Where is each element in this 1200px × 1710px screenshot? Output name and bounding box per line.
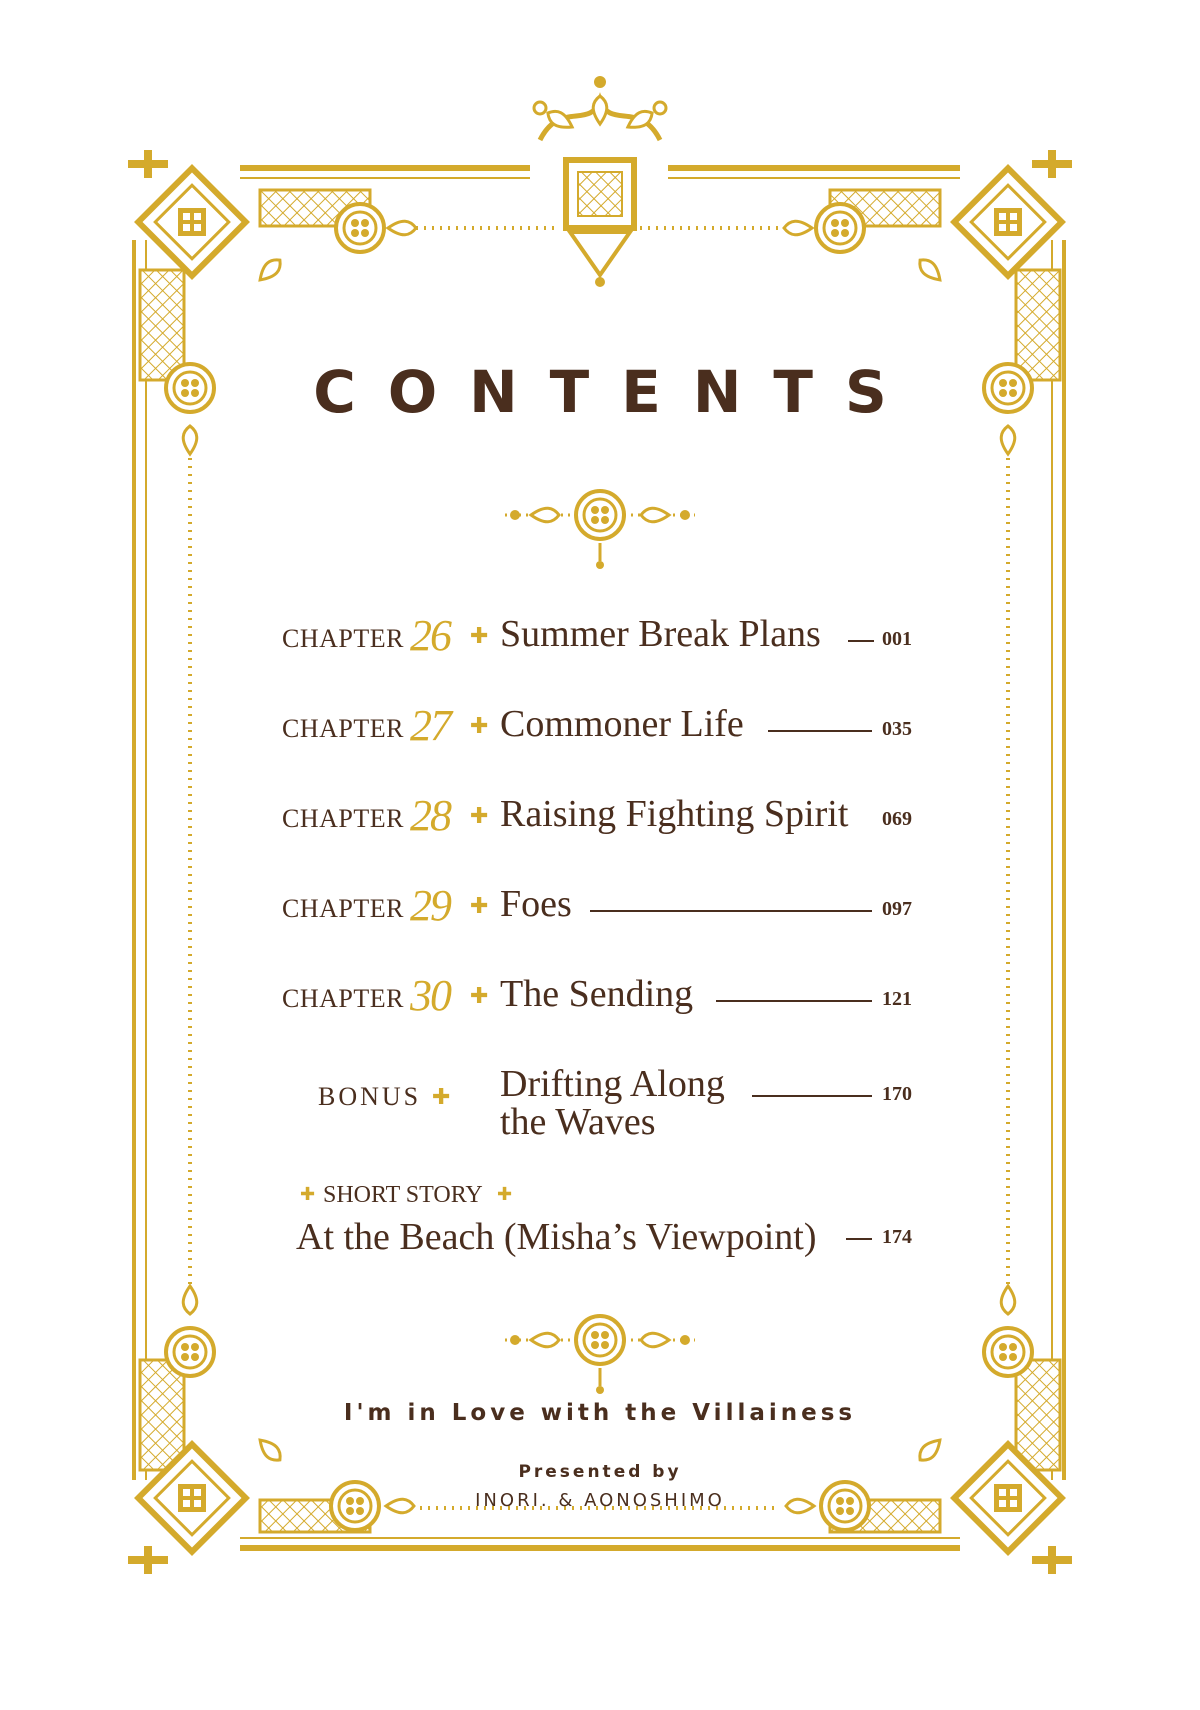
toc-entry[interactable] [0,880,1200,940]
chapter-number: 29 [410,881,450,930]
book-title: I'm in Love with the Villainess [343,1400,857,1426]
leader-line [848,640,874,642]
page-number: 170 [882,1083,912,1105]
cross-ornament-icon [534,76,666,287]
toc-entry[interactable] [0,970,1200,1030]
chapter-label: CHAPTER [282,714,404,743]
chapter-title: Foes [500,883,572,925]
chapter-number: 26 [410,611,450,660]
authors: INORI. & AONOSHIMO [475,1490,725,1511]
page-title: CONTENTS [313,358,919,426]
cross-ornament-icon: ✚ [470,714,489,739]
leader-line [846,1238,872,1240]
presented-by: Presented by [518,1462,682,1482]
chapter-number: 28 [410,791,450,840]
bonus-title-line2: the Waves [500,1101,656,1143]
cross-ornament-icon: ✚ [470,894,489,919]
cross-ornament-icon: ✚ [300,1184,316,1205]
leader-line [752,1095,872,1097]
cross-ornament-icon: ✚ [470,624,489,649]
toc-entry[interactable] [0,610,1200,670]
leader-line [768,730,872,732]
cross-ornament-icon: ✚ [470,984,489,1009]
cross-ornament-icon: ✚ [497,1184,513,1205]
toc-entry[interactable] [0,700,1200,760]
cross-ornament-icon: ✚ [432,1085,451,1110]
page-number: 035 [882,718,912,740]
chapter-number: 27 [410,701,450,750]
page-number: 001 [882,628,912,650]
chapter-title: The Sending [500,973,694,1015]
bonus-title-line1: Drifting Along [500,1063,725,1105]
page-number: 174 [882,1226,912,1248]
chapter-title: Summer Break Plans [500,613,821,655]
leader-line [716,1000,872,1002]
page-number: 069 [882,808,912,830]
page-number: 121 [882,988,912,1010]
toc-entry[interactable] [0,790,1200,850]
chapter-title: Raising Fighting Spirit [500,793,849,835]
chapter-label: CHAPTER [282,804,404,833]
leader-line [590,910,872,912]
short-story-title: At the Beach (Misha’s Viewpoint) [296,1216,817,1258]
cross-ornament-icon: ✚ [470,804,489,829]
short-story-label: SHORT STORY [323,1182,483,1208]
chapter-title: Commoner Life [500,703,744,745]
bonus-label: BONUS [318,1082,422,1111]
page-number: 097 [882,898,912,920]
chapter-number: 30 [410,971,450,1020]
chapter-label: CHAPTER [282,894,404,923]
chapter-label: CHAPTER [282,984,404,1013]
chapter-label: CHAPTER [282,624,404,653]
